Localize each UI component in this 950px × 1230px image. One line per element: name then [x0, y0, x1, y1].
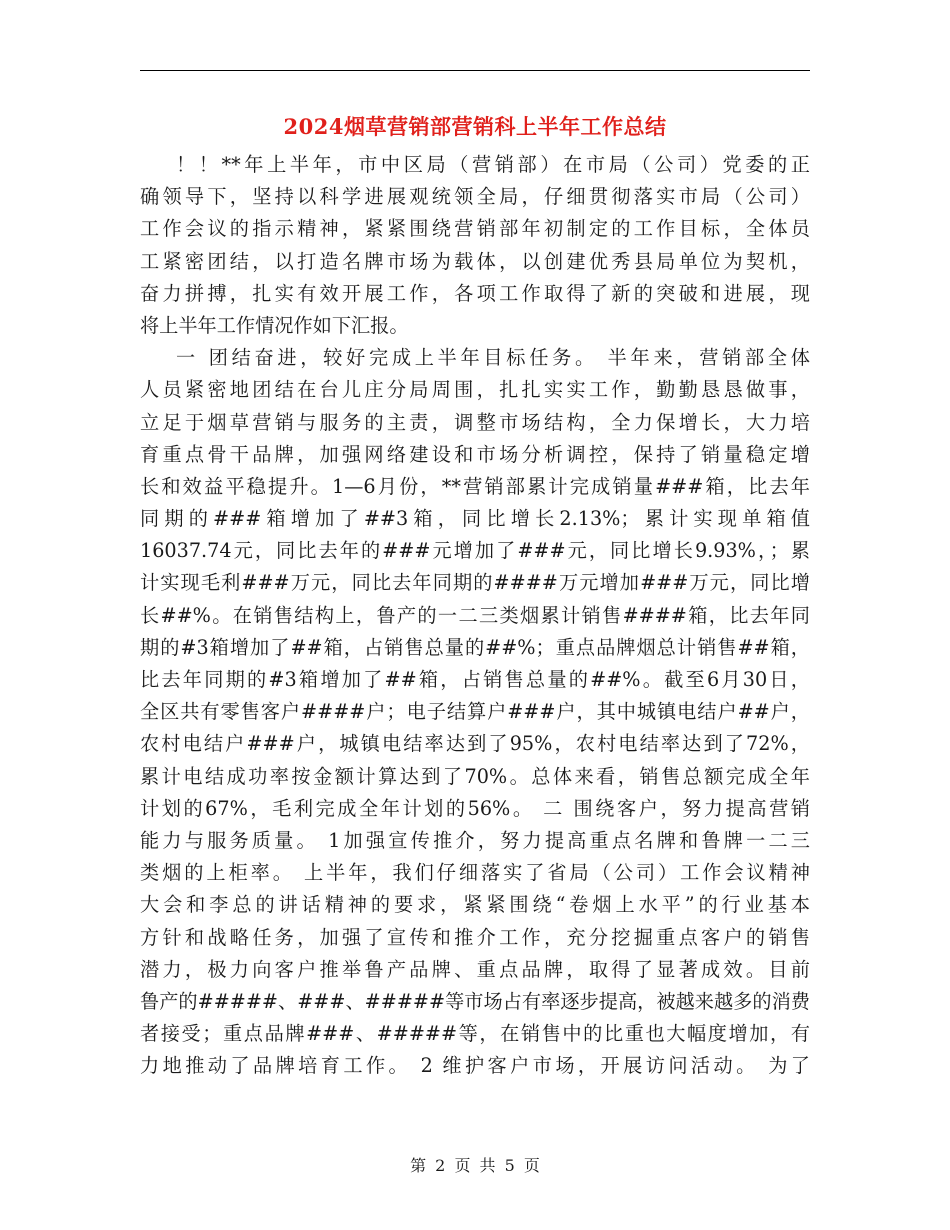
- body-text-line: 育重点骨干品牌，加强网络建设和市场分析调控，保持了销量稳定增: [140, 442, 810, 466]
- body-text-line: 工紧密团结，以打造名牌市场为载体，以创建优秀县局单位为契机，: [140, 249, 810, 273]
- body-text-line: 鲁产的#####、###、#####等市场占有率逐步提高，被越来越多的消费: [140, 989, 810, 1013]
- page-number-footer: 第 2 页 共 5 页: [410, 1156, 540, 1175]
- body-text-line: 潜力，极力向客户推举鲁产品牌、重点品牌，取得了显著成效。目前: [140, 957, 810, 981]
- body-text-line: 期的#3箱增加了##箱，占销售总量的##%；重点品牌烟总计销售##箱，: [140, 635, 810, 659]
- body-text-line: 计实现毛利###万元，同比去年同期的####万元增加###万元，同比增: [140, 571, 810, 595]
- body-text-line: 确领导下，坚持以科学进展观统领全局，仔细贯彻落实市局（公司）: [140, 185, 810, 209]
- body-text-line: 比去年同期的#3箱增加了##箱，占销售总量的##%。截至6月30日，: [140, 668, 810, 691]
- body-text-line: 者接受；重点品牌###、#####等，在销售中的比重也大幅度增加，有: [140, 1022, 810, 1046]
- body-text-line: 16037.74元，同比去年的###元增加了###元，同比增长9.93%，；累: [140, 539, 810, 563]
- document-title: 2024烟草营销部营销科上半年工作总结: [283, 114, 667, 139]
- body-text-line: 工作会议的指示精神，紧紧围绕营销部年初制定的工作目标，全体员: [140, 217, 810, 241]
- body-text-line: 长##%。在销售结构上，鲁产的一二三类烟累计销售####箱，比去年同: [140, 603, 810, 627]
- body-text-line: 类烟的上柜率。 上半年，我们仔细落实了省局（公司）工作会议精神: [140, 861, 810, 885]
- body-text-line: 将上半年工作情况作如下汇报。: [140, 313, 409, 337]
- body-text-line: 方针和战略任务，加强了宣传和推介工作，充分挖掘重点客户的销售: [140, 925, 810, 949]
- header-rule: [140, 70, 810, 71]
- body-text-line: 人员紧密地团结在台儿庄分局周围，扎扎实实工作，勤勤恳恳做事，: [140, 378, 810, 402]
- body-text-line: 大会和李总的讲话精神的要求，紧紧围绕“卷烟上水平”的行业基本: [140, 893, 810, 917]
- body-text-line: 同期的###箱增加了##3箱，同比增长2.13%；累计实现单箱值: [140, 507, 810, 531]
- body-text-line: ！！**年上半年，市中区局（营销部）在市局（公司）党委的正: [176, 153, 810, 176]
- body-text-line: 累计电结成功率按金额计算达到了70%。总体来看，销售总额完成全年: [140, 764, 810, 788]
- body-text-line: 力地推动了品牌培育工作。 2 维护客户市场，开展访问活动。 为了: [140, 1054, 810, 1078]
- body-text-line: 奋力拼搏，扎实有效开展工作，各项工作取得了新的突破和进展，现: [140, 281, 810, 305]
- body-text-line: 计划的67%，毛利完成全年计划的56%。 二 围绕客户，努力提高营销: [140, 796, 810, 820]
- body-text-line: 一 团结奋进，较好完成上半年目标任务。 半年来，营销部全体: [176, 346, 810, 370]
- body-text-line: 长和效益平稳提升。1—6月份，**营销部累计完成销量###箱，比去年: [140, 474, 810, 498]
- body-text-line: 立足于烟草营销与服务的主责，调整市场结构，全力保增长，大力培: [140, 410, 810, 434]
- body-text-line: 全区共有零售客户####户；电子结算户###户，其中城镇电结户##户，: [140, 700, 810, 724]
- body-text-line: 农村电结户###户，城镇电结率达到了95%，农村电结率达到了72%，: [140, 732, 810, 756]
- document-body: [140, 149, 810, 1082]
- body-text-line: 能力与服务质量。 1加强宣传推介，努力提高重点名牌和鲁牌一二三: [140, 828, 810, 852]
